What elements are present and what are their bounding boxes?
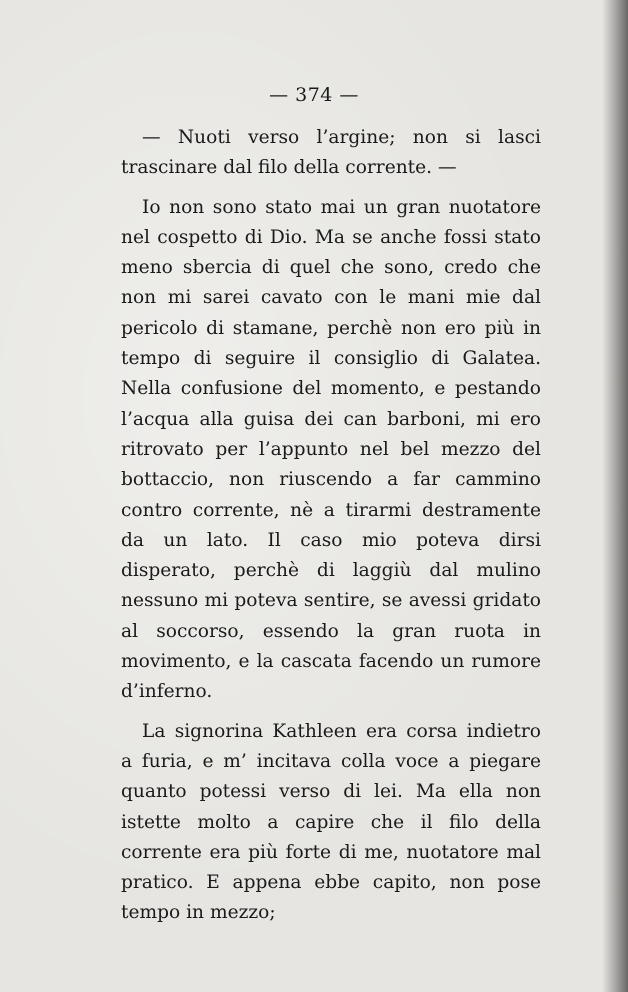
paragraph-narration: La signorina Kathleen era corsa indietro a furia, e m’ incitava colla voce a piegare quanto potessi verso di lei. Ma ella non istette molto a capire che il filo della corrente era più forte di me, nuotatore mal pratico. E appena ebbe capito, non pose tempo in mezzo; <box>121 720 541 924</box>
page-edge-shadow <box>602 0 628 992</box>
paragraph-dialogue: — Nuoti verso l’argine; non si lasci trascinare dal filo della corrente. — <box>121 127 541 179</box>
page-number: — 374 — <box>269 84 359 106</box>
body-text <box>121 123 541 929</box>
paragraph-narration: Io non sono stato mai un gran nuotatore nel cospetto di Dio. Ma se anche fossi stato meno sbercia di quel che sono, credo che non mi sarei cavato con le mani mie dal pericolo di stamane, perchè non ero più in tempo di seguire il consiglio di Galatea. Nella confusione del momento, e pestando l’acqua alla guisa dei can barboni, mi ero ritrovato per l’appunto nel bel mezzo del bottaccio, non riuscendo a far cammino contro corrente, nè a tirarmi destramente da un lato. Il caso mio poteva dirsi disperato, perchè di laggiù dal mulino nessuno mi poteva sentire, se avessi gridato al soccorso, essendo la gran ruota in movimento, e la cascata facendo un rumore d’inferno. <box>121 196 541 703</box>
